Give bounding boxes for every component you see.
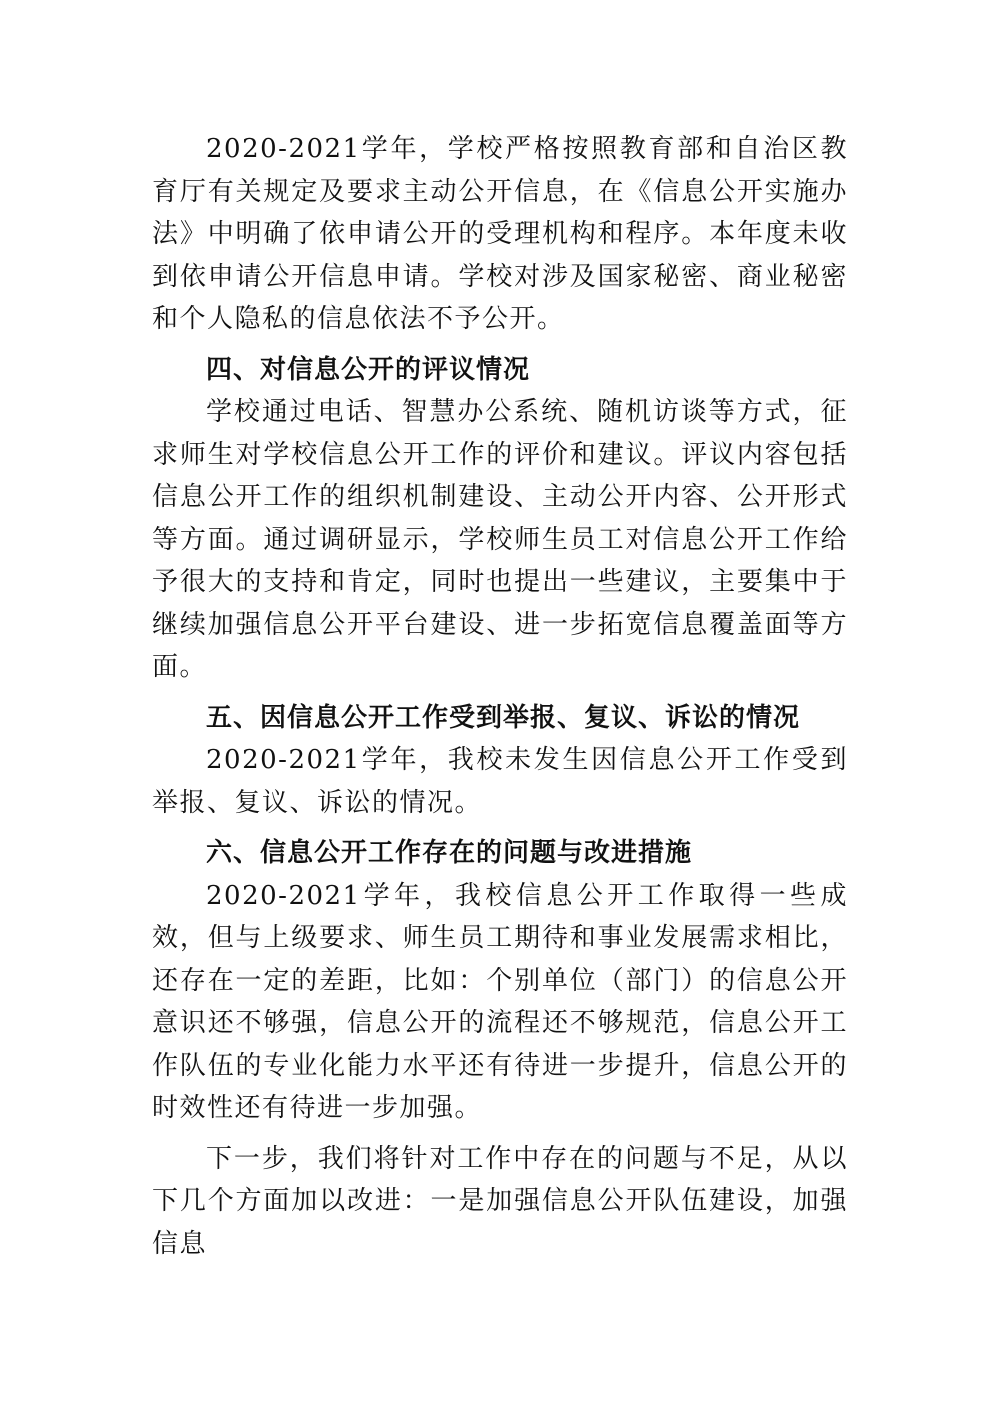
spacer bbox=[152, 341, 848, 349]
spacer bbox=[152, 1130, 848, 1138]
paragraph-review: 学校通过电话、智慧办公系统、随机访谈等方式，征求师生对学校信息公开工作的评价和建议。评议内容包括信息公开工作的组织机制建设、主动公开内容、公开形式等方面。通过调研显示，学校师生员工对信息公开工作给予很大的支持和肯定，同时也提出一些建议，主要集中于继续加强信息公开平台建设、进一步拓宽信息覆盖面等方面。 bbox=[152, 397, 848, 682]
document-body bbox=[152, 128, 848, 1265]
section-heading-review: 四、对信息公开的评议情况 bbox=[206, 354, 531, 385]
section-heading-problems: 六、信息公开工作存在的问题与改进措施 bbox=[206, 838, 693, 868]
paragraph-application-disclosure: 2020-2021学年，学校严格按照教育部和自治区教育厅有关规定及要求主动公开信息，在《信息公开实施办法》中明确了依申请公开的受理机构和程序。本年度未收到依申请公开信息申请。学校对涉及国家秘密、商业秘密和个人隐私的信息依法不予公开。 bbox=[152, 134, 848, 334]
spacer bbox=[152, 824, 848, 832]
paragraph-improvements: 下一步，我们将针对工作中存在的问题与不足，从以下几个方面加以改进：一是加强信息公开队伍建设，加强信息 bbox=[152, 1143, 848, 1259]
spacer bbox=[152, 689, 848, 697]
section-heading-complaints: 五、因信息公开工作受到举报、复议、诉讼的情况 bbox=[206, 702, 801, 733]
paragraph-complaints: 2020-2021学年，我校未发生因信息公开工作受到举报、复议、诉讼的情况。 bbox=[152, 745, 848, 818]
paragraph-problems: 2020-2021学年，我校信息公开工作取得一些成效，但与上级要求、师生员工期待和事业发展需求相比，还存在一定的差距，比如：个别单位（部门）的信息公开意识还不够强，信息公开的流程还不够规范，信息公开工作队伍的专业化能力水平还有待进一步提升，信息公开的时效性还有待进一步加强。 bbox=[152, 880, 848, 1123]
